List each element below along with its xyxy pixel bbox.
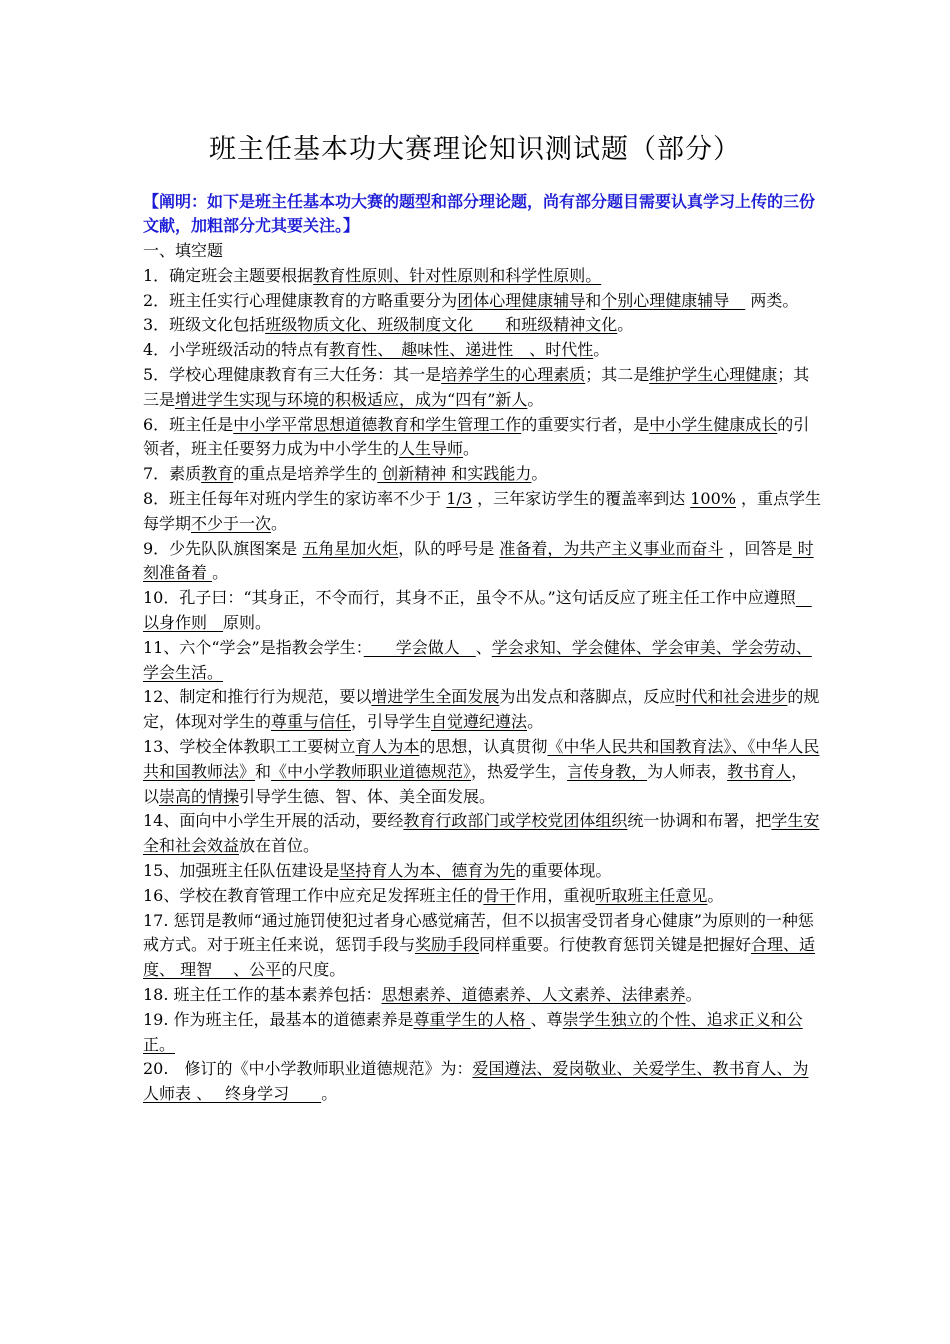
question-item — [143, 735, 823, 809]
question-text: 5．学校心理健康教育有三大任务：其一是 — [143, 364, 442, 384]
answer-text: 100% — [690, 488, 736, 508]
answer-text: 增进学生实现与环境的积极适应，成为“四有”新人 — [175, 389, 528, 409]
answer-text: 学会做人 — [363, 637, 476, 657]
question-text: 3．班级文化包括 — [143, 315, 266, 335]
question-text: 12、制定和推行行为规范，要以 — [143, 687, 372, 707]
question-text: 。 — [212, 563, 229, 583]
question-item — [143, 338, 823, 363]
question-text: ；其二是 — [585, 364, 650, 384]
question-text: 20. 修订的《中小学教师职业道德规范》为： — [143, 1059, 473, 1079]
question-text: 17. 惩罚是教师“通过施罚使犯过者身心感觉痛苦，但不以损害受罚者身心健康”为原则的一种惩戒方式。对于班主任来说，惩罚手段与 — [143, 910, 814, 955]
question-text: 15、加强班主任队伍建设是 — [143, 860, 340, 880]
question-text: 。 — [531, 464, 548, 484]
question-text: ，队的呼号是 — [398, 538, 500, 558]
question-text: 。 — [527, 389, 544, 409]
question-text: 11、六个“学会”是指教会学生： — [143, 637, 364, 657]
question-item — [143, 636, 823, 686]
answer-text: 团体心理健康辅导 — [457, 290, 586, 310]
question-item — [143, 413, 823, 463]
question-text: 。 — [593, 340, 610, 360]
answer-text: 中小学生健康成长 — [649, 414, 778, 434]
question-text: 10．孔子曰：“其身正，不令而行，其身不正，虽令不从。”这句话反应了班主任工作中应遵照 — [143, 588, 796, 608]
answer-text: 思想素养、道德素养、人文素养、法律素养 — [381, 984, 686, 1004]
question-text: 13、学校全体教职工工要树立 — [143, 736, 356, 756]
answer-text: 创新精神 和实践能力 — [377, 464, 532, 484]
answer-text: 尊重学生的人格 — [413, 1009, 531, 1029]
question-item — [143, 586, 823, 636]
document-title: 班主任基本功大赛理论知识测试题（部分） — [209, 134, 741, 165]
question-text: ，重点学生每学期 — [143, 488, 822, 533]
question-item — [143, 1008, 823, 1058]
answer-text: 合理、适度、 理智 、公平 — [143, 935, 816, 980]
question-text: 、尊 — [530, 1009, 563, 1029]
explanation-note: 【阐明：如下是班主任基本功大赛的题型和部分理论题，尚有部分题目需要认真学习上传的三份文献，加粗部分尤其要关注。】 — [143, 192, 816, 235]
question-text: 的规定，体现对学生的 — [143, 687, 820, 732]
question-text: 18. 班主任工作的基本素养包括： — [143, 984, 382, 1004]
question-item — [143, 983, 823, 1008]
question-item — [143, 363, 823, 413]
question-text: 为出发点和落脚点，反应 — [499, 687, 676, 707]
question-text: 同样重要。行使教育惩罚关键是把握好 — [479, 935, 752, 955]
question-text: 。 — [321, 1084, 338, 1104]
question-text: 统一协调和布署，把 — [627, 811, 772, 831]
question-text: 原则。 — [223, 612, 272, 632]
answer-text: 1/3 — [446, 488, 473, 508]
question-item — [143, 859, 823, 884]
section-heading: 一、填空题 — [143, 241, 224, 260]
question-item — [143, 289, 823, 314]
answer-text: 爱国遵法、爱岗敬业、关爱学生、教书育人、为人师表 、 终身学习 — [143, 1059, 809, 1104]
answer-text: 奖励手段 — [415, 935, 480, 955]
answer-text: 骨干 — [483, 885, 516, 905]
answer-text: 增进学生全面发展 — [371, 687, 500, 707]
question-item — [143, 685, 823, 735]
answer-text: 时代和社会进步 — [675, 687, 788, 707]
answer-text: 育人为本 — [355, 736, 420, 756]
answer-text: 坚持育人为本、德育为先 — [339, 860, 516, 880]
question-item — [143, 809, 823, 859]
answer-text: 学会求知、学会健体、学会审美、学会劳动、学会生活。 — [143, 637, 812, 682]
question-text: 9．少先队队旗图案是 — [143, 538, 303, 558]
question-text: 。 — [463, 439, 480, 459]
question-text: 和 — [585, 290, 602, 310]
question-item — [143, 313, 823, 338]
answer-text: 《中华人民共和国教育法》、《中华人民共和国教师法》 — [143, 736, 820, 781]
question-text: 。 — [617, 315, 634, 335]
answer-text: 五角星加火炬 — [302, 538, 399, 558]
question-text: 的思想，认真贯彻 — [419, 736, 548, 756]
question-text: 14、面向中小学生开展的活动，要经 — [143, 811, 404, 831]
question-item — [143, 884, 823, 909]
answer-text: 学生安全和社会效益 — [143, 811, 820, 856]
question-text: 的尺度。 — [281, 960, 346, 980]
question-item — [143, 909, 823, 983]
question-text: ，以 — [143, 761, 808, 806]
question-text: 。 — [527, 712, 544, 732]
question-text: 引导学生德、智、体、美全面发展。 — [239, 786, 496, 806]
question-text: 的重要体现。 — [515, 860, 612, 880]
question-text: 作用，重视 — [515, 885, 596, 905]
answer-text: 教育性、 趣味性、递进性 、时代性 — [329, 340, 594, 360]
answer-text: 中小学平常思想道德教育和学生管理工作 — [233, 414, 522, 434]
question-item — [143, 537, 823, 587]
question-text: 8．班主任每年对班内学生的家访率不少于 — [143, 488, 447, 508]
answer-text: 准备着，为共产主义事业而奋斗 — [499, 538, 724, 558]
question-item — [143, 264, 823, 289]
question-text: 7．素质 — [143, 464, 202, 484]
answer-text: 《中小学教师职业道德规范》 — [271, 761, 472, 781]
fill-in-items — [143, 264, 823, 1107]
answer-text: 崇学生独立的个性、追求正义和公正。 — [143, 1009, 803, 1054]
answer-text: 人生导师 — [399, 439, 464, 459]
question-text: 的重点是培养学生的 — [233, 464, 378, 484]
question-item — [143, 487, 823, 537]
question-text: 的重要实行者，是 — [521, 414, 650, 434]
answer-text: 教育性原则、针对性原则和科学性原则。 — [313, 265, 602, 285]
answer-text: 时刻准备着 — [143, 538, 814, 583]
question-text: 19. 作为班主任，最基本的道德素养是 — [143, 1009, 414, 1029]
question-text: 放在首位。 — [239, 836, 320, 856]
question-item — [143, 1057, 823, 1107]
question-text: 为人师表， — [647, 761, 728, 781]
question-text: ，热爱学生， — [471, 761, 568, 781]
answer-text: 培养学生的心理素质 — [441, 364, 586, 384]
answer-text: 维护学生心理健康 — [649, 364, 778, 384]
answer-text: 以身作则 — [143, 588, 812, 632]
answer-text: 教书育人 — [727, 761, 792, 781]
answer-text: 教育 — [201, 464, 234, 484]
answer-text: 尊重与信任 — [271, 712, 352, 732]
question-text: ，引导学生 — [351, 712, 432, 732]
answer-text: 听取班主任意见 — [595, 885, 708, 905]
question-text: 、 — [475, 637, 492, 657]
question-text: 。 — [707, 885, 724, 905]
question-text: ，回答是 — [723, 538, 793, 558]
question-text: 两类。 — [745, 290, 799, 310]
answer-text: 不少于一次 — [191, 513, 272, 533]
answer-text: 个别心理健康辅导 — [601, 290, 746, 310]
question-text: 1．确定班会主题要根据 — [143, 265, 314, 285]
question-text: ，三年家访学生的覆盖率到达 — [472, 488, 691, 508]
answer-text: 言传身教， — [567, 761, 648, 781]
answer-text: 班级物质文化、班级制度文化 和班级精神文化 — [265, 315, 618, 335]
answer-text: 教育行政部门或学校党团体组织 — [403, 811, 628, 831]
question-text: 16、学校在教育管理工作中应充足发挥班主任的 — [143, 885, 484, 905]
question-text: 的引领者，班主任要努力成为中小学生的 — [143, 414, 810, 459]
question-text: 4．小学班级活动的特点有 — [143, 340, 330, 360]
question-text: 。 — [685, 984, 702, 1004]
question-text: 6．班主任是 — [143, 414, 234, 434]
question-text: 和 — [255, 761, 272, 781]
question-item — [143, 462, 823, 487]
answer-text: 自觉遵纪遵法 — [431, 712, 528, 732]
question-list — [143, 239, 823, 1107]
question-text: ；其三是 — [143, 364, 810, 409]
question-text: 。 — [271, 513, 288, 533]
answer-text: 崇高的情操 — [159, 786, 240, 806]
question-text: 2．班主任实行心理健康教育的方略重要分为 — [143, 290, 458, 310]
